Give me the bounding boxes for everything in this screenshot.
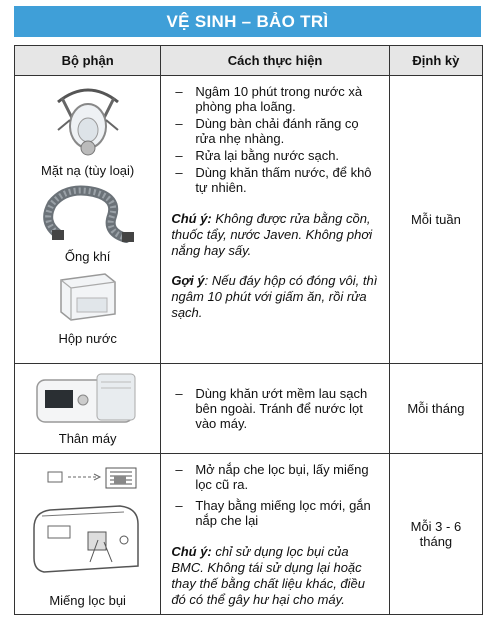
part-label: Mặt nạ (tùy loại): [41, 163, 135, 178]
step-list: [171, 84, 378, 195]
cpap-mask-icon: [48, 82, 128, 161]
part-cell: [15, 364, 161, 454]
header-frequency: Định kỳ: [389, 46, 482, 76]
part-label: Miếng lọc bụi: [49, 593, 126, 608]
caution-note: Chú ý: chỉ sử dụng lọc bụi của BMC. Không tái sử dụng lại hoặc thay thế bằng chất liệu khác, điều đó có thể gây hư hại cho máy.: [171, 544, 366, 607]
frequency-cell: Mỗi tuần: [389, 76, 482, 364]
air-tube-icon: [38, 182, 138, 247]
instruction-cell: [161, 454, 389, 615]
water-chamber-icon: [53, 268, 123, 329]
step-item: – Dùng khăn thấm nước, để khô tự nhiên.: [171, 165, 378, 195]
instruction-cell: [161, 76, 389, 364]
header-part: Bộ phận: [15, 46, 161, 76]
frequency-cell: Mỗi tháng: [389, 364, 482, 454]
step-item: – Dùng khăn ướt mềm lau sạch bên ngoài. Tránh để nước lọt vào máy.: [171, 386, 378, 431]
step-item: – Thay bằng miếng lọc mới, gắn nắp che lại: [171, 498, 378, 528]
part-label: Thân máy: [58, 431, 117, 446]
tip-note: Gợi ý: Nếu đáy hộp có đóng vôi, thì ngâm 10 phút với giấm ăn, rồi rửa sạch.: [171, 273, 378, 320]
part-label: Hộp nước: [58, 331, 117, 346]
cpap-device-icon: [33, 370, 143, 429]
part-cell: [15, 454, 161, 615]
step-item: – Dùng bàn chải đánh răng cọ rửa nhẹ nhàng.: [171, 116, 378, 146]
instruction-cell: [161, 364, 389, 454]
step-item: – Mở nắp che lọc bụi, lấy miếng lọc cũ ra.: [171, 462, 378, 492]
table-header-row: [15, 46, 483, 76]
header-how: Cách thực hiện: [161, 46, 389, 76]
step-list: [171, 462, 378, 528]
part-cell: [15, 76, 161, 364]
page-title: VỆ SINH – BẢO TRÌ: [14, 6, 481, 37]
table-row: [15, 454, 483, 615]
step-item: – Ngâm 10 phút trong nước xà phòng pha loãng.: [171, 84, 378, 114]
table-row: [15, 364, 483, 454]
caution-note: Chú ý: Không được rửa bằng cồn, thuốc tẩy, nước Javen. Không phơi nắng hay sấy.: [171, 211, 373, 258]
part-label: Ống khí: [64, 249, 111, 264]
step-item: – Rửa lại bằng nước sạch.: [171, 148, 378, 163]
step-list: [171, 386, 378, 431]
frequency-cell: Mỗi 3 - 6 tháng: [389, 454, 482, 615]
table-row: [15, 76, 483, 364]
dust-filter-icon: [28, 462, 148, 591]
maintenance-table: [14, 45, 483, 615]
